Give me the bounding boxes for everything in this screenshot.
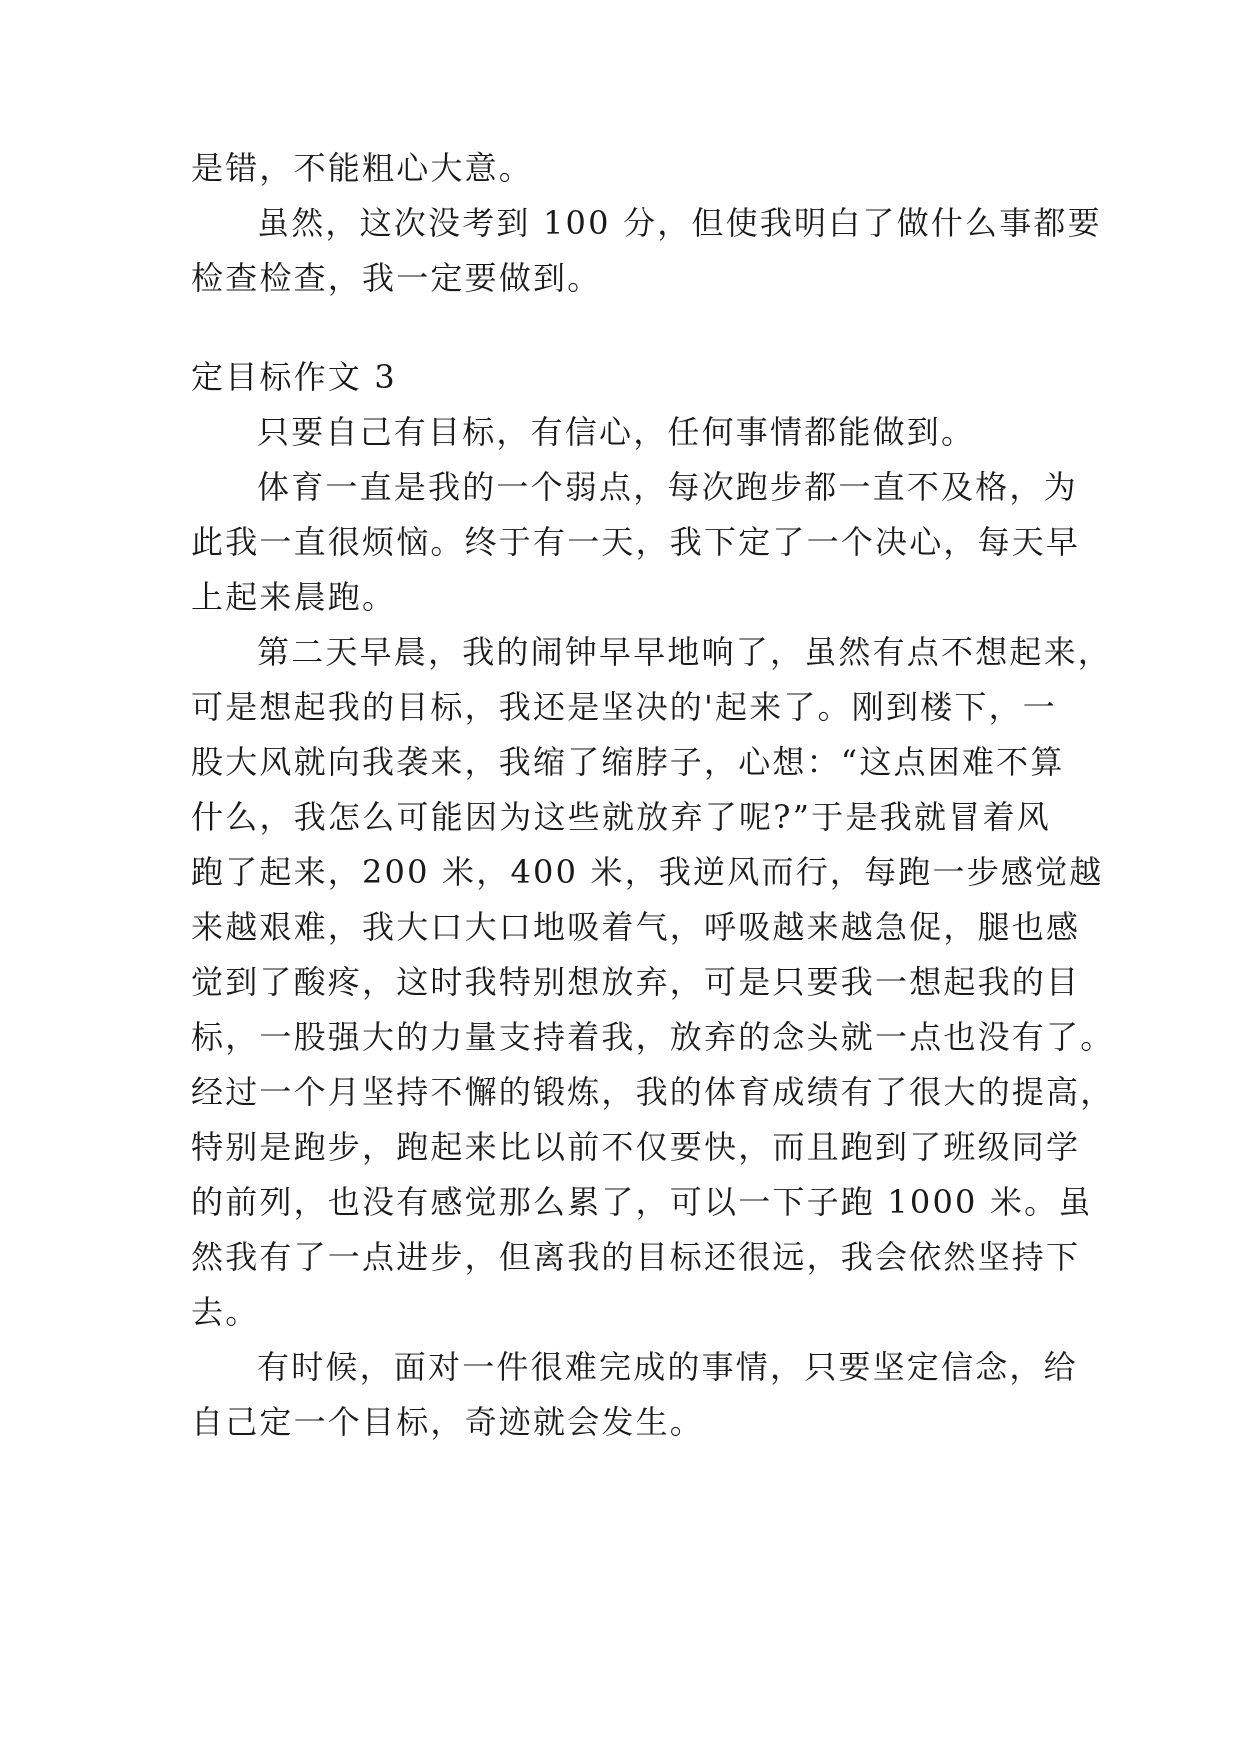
text-line-23: 自己定一个目标，奇迹就会发生。 xyxy=(191,1403,705,1441)
section-heading: 定目标作文 3 xyxy=(191,358,397,396)
text-line-12: 什么，我怎么可能因为这些就放弃了呢?”于是我就冒着风 xyxy=(191,798,1051,836)
text-line-14: 来越艰难，我大口大口地吸着气，呼吸越来越急促，腿也感 xyxy=(191,908,1081,946)
text-line-18: 特别是跑步，跑起来比以前不仅要快，而且跑到了班级同学 xyxy=(191,1128,1081,1166)
text-line-16: 标，一股强大的力量支持着我，放弃的念头就一点也没有了。 xyxy=(191,1018,1115,1056)
text-line-5: 只要自己有目标，有信心，任何事情都能做到。 xyxy=(257,413,976,451)
text-line-8: 上起来晨跑。 xyxy=(191,578,397,616)
text-line-21: 去。 xyxy=(191,1293,260,1331)
text-line-2: 虽然，这次没考到 100 分，但使我明白了做什么事都要 xyxy=(257,204,1102,242)
text-line-17: 经过一个月坚持不懈的锻炼，我的体育成绩有了很大的提高， xyxy=(191,1073,1115,1111)
text-line-11: 股大风就向我袭来，我缩了缩脖子，心想：“这点困难不算 xyxy=(191,743,1065,781)
text-line-13: 跑了起来，200 米，400 米，我逆风而行，每跑一步感觉越 xyxy=(191,853,1104,891)
text-line-3: 检查检查，我一定要做到。 xyxy=(191,259,602,297)
text-line-9: 第二天早晨，我的闹钟早早地响了，虽然有点不想起来， xyxy=(257,633,1113,671)
text-line-10: 可是想起我的目标，我还是坚决的'起来了。刚到楼下，一 xyxy=(191,688,1057,726)
text-line-20: 然我有了一点进步，但离我的目标还很远，我会依然坚持下 xyxy=(191,1238,1081,1276)
text-line-6: 体育一直是我的一个弱点，每次跑步都一直不及格，为 xyxy=(257,468,1078,506)
text-line-15: 觉到了酸疼，这时我特别想放弃，可是只要我一想起我的目 xyxy=(191,963,1081,1001)
text-line-1: 是错，不能粗心大意。 xyxy=(191,149,534,187)
text-line-22: 有时候，面对一件很难完成的事情，只要坚定信念，给 xyxy=(257,1348,1078,1386)
text-line-19: 的前列，也没有感觉那么累了，可以一下子跑 1000 米。虽 xyxy=(191,1183,1093,1221)
text-line-7: 此我一直很烦恼。终于有一天，我下定了一个决心，每天早 xyxy=(191,523,1081,561)
